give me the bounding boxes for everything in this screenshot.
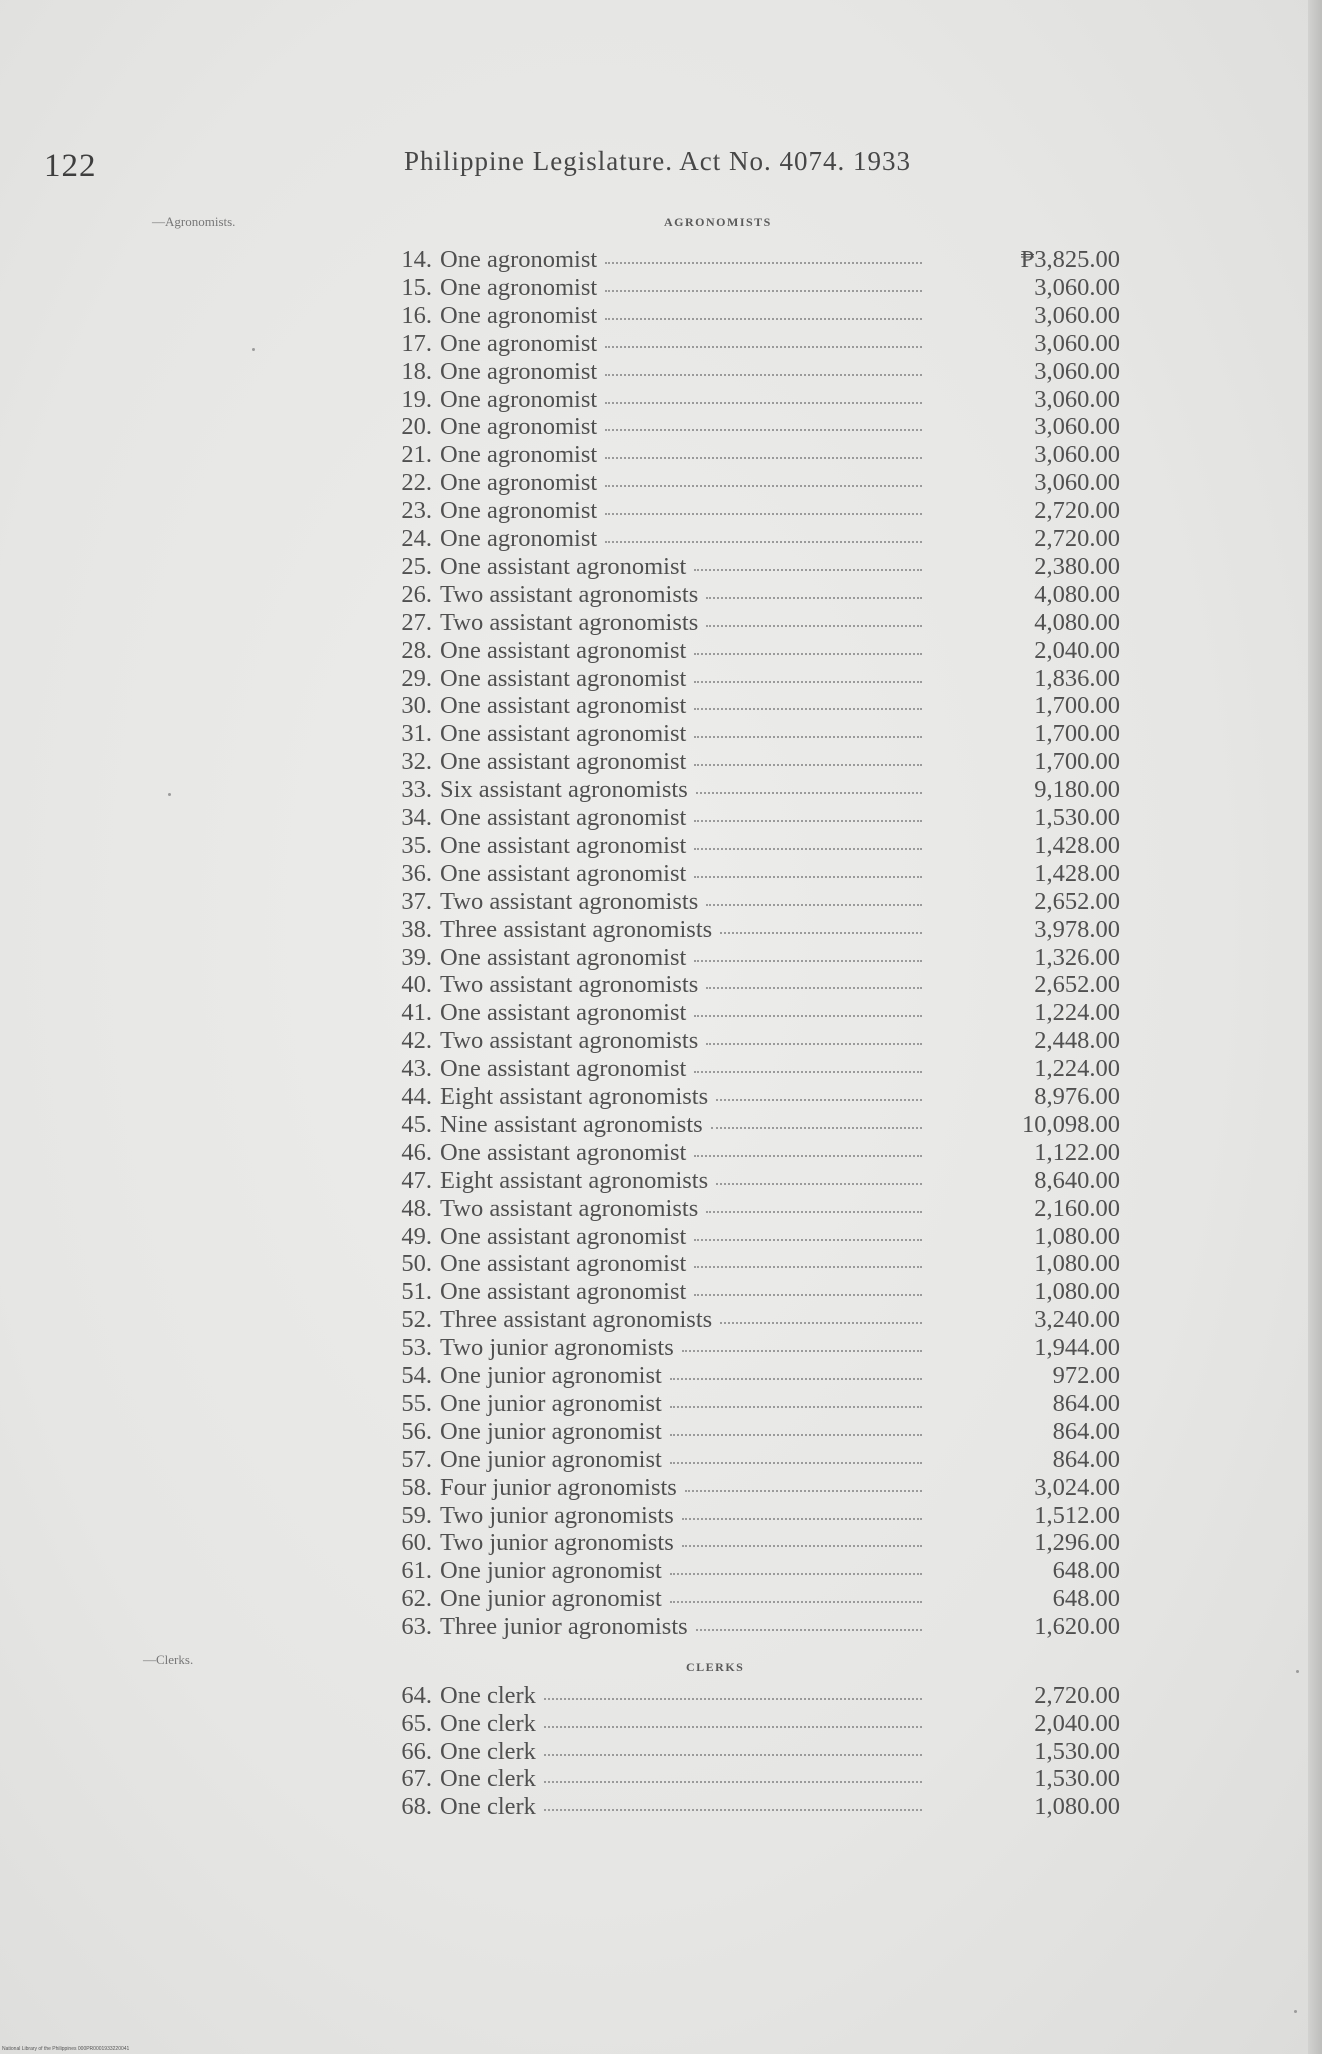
line-item-number: 45. [401, 1110, 432, 1138]
line-item-description: One junior agronomist [440, 1362, 662, 1389]
dot-leader [605, 346, 922, 348]
line-item-description: One junior agronomist [440, 1585, 662, 1613]
dot-leader [694, 820, 922, 822]
line-item [380, 1765, 1120, 1793]
line-item-number: 41. [401, 999, 432, 1027]
dot-leader [694, 1155, 922, 1157]
line-item-amount: 3,060.00 [1034, 441, 1120, 469]
line-item [380, 860, 1120, 888]
line-item-number: 62. [401, 1585, 432, 1613]
line-item-number: 26. [401, 580, 432, 608]
line-item [380, 720, 1120, 748]
line-item [380, 1027, 1120, 1055]
dot-leader [694, 1071, 922, 1073]
line-item-number: 66. [401, 1737, 432, 1765]
line-item-amount: 2,652.00 [1034, 971, 1120, 999]
line-item-amount: 1,700.00 [1034, 692, 1120, 720]
line-item-description: One clerk [440, 1765, 536, 1793]
dot-leader [605, 262, 922, 264]
line-item [380, 1474, 1120, 1502]
line-item-number: 40. [401, 971, 432, 999]
line-item-amount: 3,060.00 [1034, 469, 1120, 497]
line-item-number: 56. [401, 1417, 432, 1445]
dot-leader [544, 1726, 922, 1728]
dot-leader [605, 402, 922, 404]
dot-leader [670, 1406, 922, 1408]
line-item-number: 24. [401, 525, 432, 552]
line-item-description: One junior agronomist [440, 1557, 662, 1585]
line-item-amount: 2,040.00 [1034, 636, 1120, 664]
line-item [380, 413, 1120, 441]
line-item-description: Two assistant agronomists [440, 1194, 699, 1222]
line-item-amount: 3,024.00 [1034, 1473, 1120, 1501]
line-item-number: 58. [401, 1473, 432, 1501]
dot-leader [706, 625, 922, 627]
line-item-number: 17. [401, 329, 432, 357]
line-item-amount: 3,060.00 [1034, 385, 1120, 413]
line-item-number: 22. [401, 469, 432, 497]
line-item-description: One agronomist [440, 413, 598, 441]
dot-leader [605, 541, 922, 543]
line-item [380, 776, 1120, 804]
line-item [380, 999, 1120, 1027]
dot-leader [670, 1378, 922, 1380]
line-item-amount: 972.00 [1052, 1362, 1120, 1389]
line-item-amount: 3,240.00 [1034, 1306, 1120, 1334]
page-edge-shadow [1308, 0, 1322, 2054]
dot-leader [694, 848, 922, 850]
line-item [380, 386, 1120, 414]
dot-leader [694, 1239, 922, 1241]
dot-leader [544, 1809, 922, 1811]
line-item-description: One agronomist [440, 469, 598, 497]
line-item-amount: 4,080.00 [1034, 580, 1120, 608]
line-item-description: One agronomist [440, 329, 598, 357]
line-item-description: One junior agronomist [440, 1389, 662, 1417]
line-item-description: One agronomist [440, 357, 598, 385]
line-item [380, 1418, 1120, 1446]
line-item-number: 38. [401, 915, 432, 943]
scan-speck [1294, 2010, 1297, 2013]
line-item-amount: 1,080.00 [1034, 1793, 1120, 1821]
line-item [380, 1334, 1120, 1362]
line-item-amount: 8,640.00 [1034, 1166, 1120, 1194]
line-item [380, 1585, 1120, 1613]
line-item [380, 441, 1120, 469]
dot-leader [670, 1601, 922, 1603]
line-item [380, 1446, 1120, 1474]
line-item-amount: ₱3,825.00 [1020, 246, 1120, 273]
line-item-amount: 1,080.00 [1034, 1222, 1120, 1250]
line-item-amount: 2,448.00 [1034, 1027, 1120, 1055]
line-item-number: 31. [401, 720, 432, 748]
line-item [380, 1195, 1120, 1223]
line-item-description: Eight assistant agronomists [440, 1166, 709, 1194]
line-item-description: One agronomist [440, 273, 598, 301]
section-heading-agronomists: AGRONOMISTS [664, 215, 772, 229]
line-item [380, 1278, 1120, 1306]
line-item-description: One assistant agronomist [440, 1138, 687, 1166]
line-item [380, 1167, 1120, 1195]
line-item-description: One assistant agronomist [440, 943, 687, 971]
line-item-description: Two junior agronomists [440, 1334, 674, 1362]
line-item-number: 34. [401, 804, 432, 831]
dot-leader [670, 1573, 922, 1575]
dot-leader [696, 792, 922, 794]
line-item-amount: 9,180.00 [1034, 776, 1120, 804]
line-item [380, 1111, 1120, 1139]
line-item [380, 246, 1120, 274]
line-item-description: One assistant agronomist [440, 720, 687, 748]
line-item-amount: 8,976.00 [1034, 1083, 1120, 1110]
dot-leader [694, 736, 922, 738]
line-item [380, 1139, 1120, 1167]
line-item-amount: 1,836.00 [1034, 664, 1120, 692]
line-item-amount: 1,428.00 [1034, 831, 1120, 859]
line-item [380, 330, 1120, 358]
line-item-description: One agronomist [440, 525, 598, 552]
line-item-description: Two junior agronomists [440, 1501, 674, 1529]
line-item-amount: 864.00 [1052, 1445, 1120, 1473]
line-item-number: 36. [401, 859, 432, 887]
line-item-amount: 1,080.00 [1034, 1250, 1120, 1278]
dot-leader [694, 653, 922, 655]
dot-leader [605, 290, 922, 292]
line-item-number: 68. [401, 1793, 432, 1821]
line-item-amount: 10,098.00 [1022, 1110, 1120, 1138]
line-item-description: One assistant agronomist [440, 636, 687, 664]
dot-leader [706, 1043, 922, 1045]
line-item-number: 35. [401, 831, 432, 859]
line-item-number: 60. [401, 1529, 432, 1557]
line-item-description: One assistant agronomist [440, 999, 687, 1027]
line-item [380, 1710, 1120, 1738]
dot-leader [682, 1350, 922, 1352]
dot-leader [694, 1294, 922, 1296]
line-item-number: 54. [401, 1362, 432, 1389]
line-item [380, 971, 1120, 999]
line-item-description: One assistant agronomist [440, 1055, 687, 1083]
line-item-number: 65. [401, 1709, 432, 1737]
line-item-number: 32. [401, 748, 432, 776]
line-item-amount: 1,428.00 [1034, 859, 1120, 887]
line-item [380, 1362, 1120, 1390]
line-item-number: 27. [401, 608, 432, 636]
dot-leader [694, 1266, 922, 1268]
line-item-description: Two assistant agronomists [440, 580, 699, 608]
line-item-description: One junior agronomist [440, 1445, 662, 1473]
line-item [380, 581, 1120, 609]
line-item-amount: 1,326.00 [1034, 943, 1120, 971]
dot-leader [694, 569, 922, 571]
line-item-description: Four junior agronomists [440, 1473, 677, 1501]
line-item-number: 25. [401, 552, 432, 580]
line-item [380, 944, 1120, 972]
line-item-description: Three junior agronomists [440, 1613, 688, 1641]
line-item-number: 29. [401, 664, 432, 692]
line-item [380, 916, 1120, 944]
line-item-description: One assistant agronomist [440, 1250, 687, 1278]
dot-leader [716, 1183, 922, 1185]
line-item [380, 1306, 1120, 1334]
line-item-number: 37. [401, 887, 432, 915]
line-item-number: 30. [401, 692, 432, 720]
line-item [380, 1502, 1120, 1530]
line-item-amount: 2,040.00 [1034, 1709, 1120, 1737]
line-item-amount: 2,652.00 [1034, 887, 1120, 915]
dot-leader [544, 1781, 922, 1783]
line-item-amount: 2,380.00 [1034, 552, 1120, 580]
line-item [380, 274, 1120, 302]
line-item-amount: 1,080.00 [1034, 1278, 1120, 1306]
line-item-amount: 3,060.00 [1034, 413, 1120, 441]
line-item-description: One assistant agronomist [440, 1278, 687, 1306]
line-item-description: Three assistant agronomists [440, 1306, 713, 1334]
line-item-amount: 1,224.00 [1034, 999, 1120, 1027]
line-item-number: 42. [401, 1027, 432, 1055]
line-item-description: One agronomist [440, 497, 598, 525]
line-item-number: 44. [401, 1083, 432, 1110]
line-item-number: 18. [401, 357, 432, 385]
line-item [380, 358, 1120, 386]
scan-speck [252, 348, 255, 351]
line-item-description: One junior agronomist [440, 1417, 662, 1445]
line-item [380, 832, 1120, 860]
line-item-number: 51. [401, 1278, 432, 1306]
line-item [380, 1055, 1120, 1083]
line-item [380, 302, 1120, 330]
dot-leader [694, 764, 922, 766]
line-item-amount: 1,944.00 [1034, 1334, 1120, 1362]
dot-leader [605, 457, 922, 459]
line-item-description: Two junior agronomists [440, 1529, 674, 1557]
margin-note-agronomists: —Agronomists. [152, 214, 236, 229]
running-head: Philippine Legislature. Act No. 4074. 1933 [404, 146, 911, 176]
line-item-number: 47. [401, 1166, 432, 1194]
line-item [380, 525, 1120, 553]
line-item-number: 46. [401, 1138, 432, 1166]
dot-leader [716, 1099, 922, 1101]
line-item-amount: 4,080.00 [1034, 608, 1120, 636]
line-item-number: 19. [401, 385, 432, 413]
dot-leader [682, 1545, 922, 1547]
line-item [380, 1682, 1120, 1710]
line-item-amount: 3,060.00 [1034, 357, 1120, 385]
line-item-description: One assistant agronomist [440, 1222, 687, 1250]
line-item-number: 48. [401, 1194, 432, 1222]
line-item-number: 14. [401, 246, 432, 273]
line-item-number: 57. [401, 1445, 432, 1473]
line-item-description: One clerk [440, 1682, 536, 1709]
dot-leader [696, 1629, 922, 1631]
line-item-description: Two assistant agronomists [440, 1027, 699, 1055]
dot-leader [682, 1518, 922, 1520]
dot-leader [605, 374, 922, 376]
line-item [380, 1223, 1120, 1251]
line-item-description: One clerk [440, 1709, 536, 1737]
line-item-amount: 1,700.00 [1034, 748, 1120, 776]
line-item-description: One assistant agronomist [440, 859, 687, 887]
line-item [380, 609, 1120, 637]
line-item [380, 553, 1120, 581]
dot-leader [720, 1322, 922, 1324]
line-item-description: Eight assistant agronomists [440, 1083, 709, 1110]
line-item-number: 20. [401, 413, 432, 441]
dot-leader [694, 708, 922, 710]
line-item [380, 804, 1120, 832]
line-item [380, 1250, 1120, 1278]
line-item-number: 33. [401, 776, 432, 804]
line-item-number: 64. [401, 1682, 432, 1709]
dot-leader [544, 1698, 922, 1700]
dot-leader [694, 876, 922, 878]
line-item-number: 53. [401, 1334, 432, 1362]
line-item-description: One assistant agronomist [440, 804, 687, 831]
line-item-number: 21. [401, 441, 432, 469]
line-item-description: One assistant agronomist [440, 552, 687, 580]
dot-leader [544, 1754, 922, 1756]
line-item [380, 888, 1120, 916]
line-item-amount: 2,720.00 [1034, 525, 1120, 552]
library-footer-stamp: National Library of the Philippines 000PR0001933220041 [2, 2046, 130, 2052]
line-item [380, 692, 1120, 720]
line-item [380, 497, 1120, 525]
line-item-amount: 648.00 [1052, 1585, 1120, 1613]
scan-speck [1296, 1670, 1299, 1673]
page-number: 122 [44, 148, 97, 184]
line-item-amount: 1,700.00 [1034, 720, 1120, 748]
line-item-description: Two assistant agronomists [440, 608, 699, 636]
line-item-amount: 3,978.00 [1034, 915, 1120, 943]
line-item-description: One agronomist [440, 441, 598, 469]
line-item [380, 1083, 1120, 1111]
line-item-amount: 1,530.00 [1034, 1737, 1120, 1765]
dot-leader [670, 1462, 922, 1464]
dot-leader [711, 1127, 922, 1129]
line-item-description: Six assistant agronomists [440, 776, 688, 804]
line-item-number: 23. [401, 497, 432, 525]
line-item [380, 1793, 1120, 1821]
scan-speck [168, 793, 171, 796]
line-item-number: 16. [401, 301, 432, 329]
line-item [380, 748, 1120, 776]
dot-leader [605, 485, 922, 487]
line-item [380, 1557, 1120, 1585]
line-item-number: 50. [401, 1250, 432, 1278]
line-item-amount: 2,160.00 [1034, 1194, 1120, 1222]
line-item-description: One clerk [440, 1793, 536, 1821]
line-item-number: 55. [401, 1389, 432, 1417]
line-item [380, 637, 1120, 665]
dot-leader [694, 1015, 922, 1017]
line-item-amount: 3,060.00 [1034, 301, 1120, 329]
line-item-amount: 648.00 [1052, 1557, 1120, 1585]
line-item [380, 469, 1120, 497]
dot-leader [706, 1211, 922, 1213]
dot-leader [694, 681, 922, 683]
line-item-amount: 1,512.00 [1034, 1501, 1120, 1529]
line-item-number: 52. [401, 1306, 432, 1334]
dot-leader [706, 987, 922, 989]
line-item [380, 665, 1120, 693]
line-item-number: 59. [401, 1501, 432, 1529]
line-item [380, 1529, 1120, 1557]
line-item-number: 63. [401, 1613, 432, 1641]
line-item-description: One agronomist [440, 301, 598, 329]
line-item-number: 28. [401, 636, 432, 664]
line-item-description: Three assistant agronomists [440, 915, 713, 943]
dot-leader [720, 932, 922, 934]
line-item-description: Two assistant agronomists [440, 971, 699, 999]
line-item-description: One agronomist [440, 246, 598, 273]
line-item-amount: 1,224.00 [1034, 1055, 1120, 1083]
dot-leader [706, 904, 922, 906]
line-item-amount: 2,720.00 [1034, 1682, 1120, 1709]
dot-leader [605, 318, 922, 320]
line-item-amount: 2,720.00 [1034, 497, 1120, 525]
line-item-description: One assistant agronomist [440, 831, 687, 859]
line-item-amount: 1,122.00 [1034, 1138, 1120, 1166]
line-item-amount: 864.00 [1052, 1389, 1120, 1417]
line-item-description: One agronomist [440, 385, 598, 413]
dot-leader [605, 429, 922, 431]
line-item-description: One assistant agronomist [440, 664, 687, 692]
line-item-amount: 1,620.00 [1034, 1613, 1120, 1641]
dot-leader [605, 513, 922, 515]
line-item-description: One assistant agronomist [440, 748, 687, 776]
line-item-amount: 864.00 [1052, 1417, 1120, 1445]
line-item-number: 15. [401, 273, 432, 301]
line-item-amount: 1,530.00 [1034, 1765, 1120, 1793]
dot-leader [706, 597, 922, 599]
line-item [380, 1390, 1120, 1418]
line-item [380, 1738, 1120, 1766]
line-item-description: Nine assistant agronomists [440, 1110, 703, 1138]
margin-note-clerks: —Clerks. [143, 1652, 194, 1667]
line-item-description: One clerk [440, 1737, 536, 1765]
line-item-amount: 3,060.00 [1034, 329, 1120, 357]
line-item-description: One assistant agronomist [440, 692, 687, 720]
line-item-description: Two assistant agronomists [440, 887, 699, 915]
dot-leader [670, 1434, 922, 1436]
dot-leader [694, 960, 922, 962]
line-item-number: 39. [401, 943, 432, 971]
line-item-amount: 1,530.00 [1034, 804, 1120, 831]
line-item-number: 67. [401, 1765, 432, 1793]
line-item-number: 61. [401, 1557, 432, 1585]
dot-leader [685, 1490, 922, 1492]
line-item-amount: 3,060.00 [1034, 273, 1120, 301]
line-item-number: 49. [401, 1222, 432, 1250]
line-item [380, 1613, 1120, 1641]
line-item-amount: 1,296.00 [1034, 1529, 1120, 1557]
line-item-number: 43. [401, 1055, 432, 1083]
section-heading-clerks: CLERKS [686, 1660, 745, 1674]
